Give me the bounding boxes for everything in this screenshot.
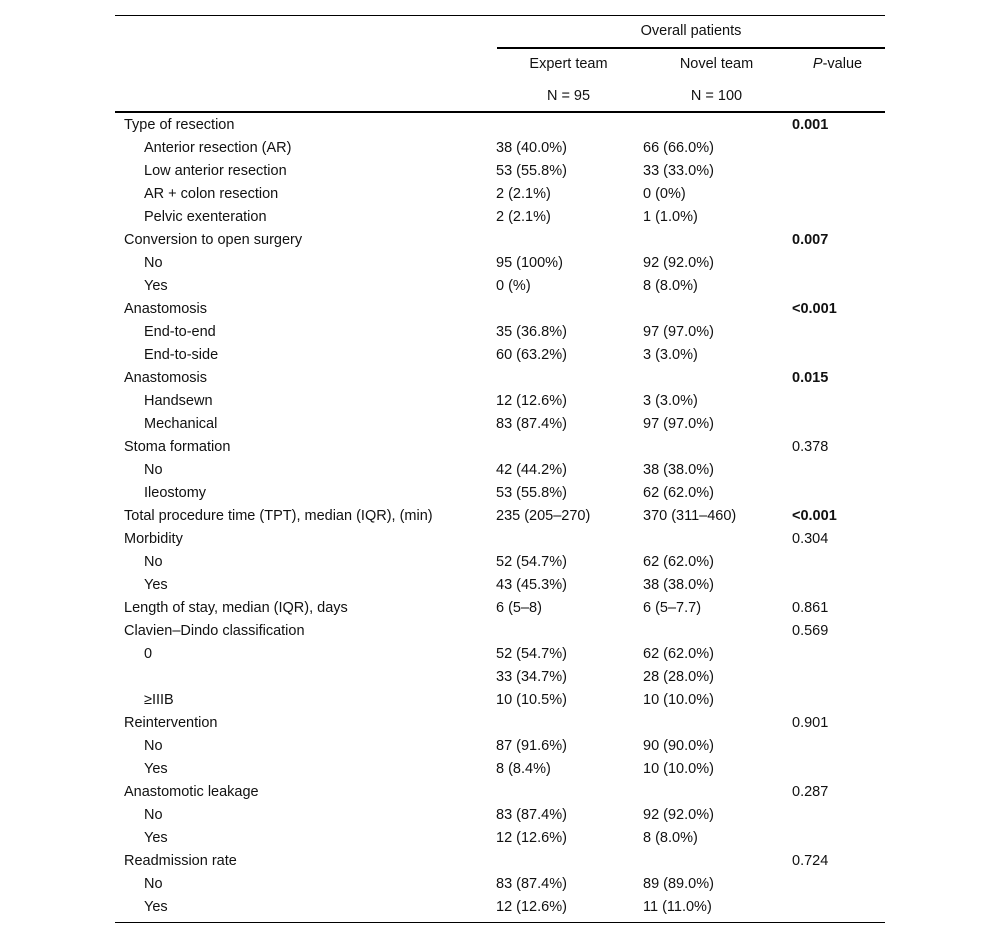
novel-value: 11 (11.0%) xyxy=(643,898,712,915)
table-row xyxy=(115,596,885,619)
expert-value: 83 (87.4%) xyxy=(496,806,567,823)
p-value xyxy=(792,274,885,297)
row-label: No xyxy=(144,875,163,892)
expert-value: 83 (87.4%) xyxy=(496,415,567,432)
table-row xyxy=(115,320,885,343)
expert-value: 2 (2.1%) xyxy=(496,185,551,202)
expert-value: 53 (55.8%) xyxy=(496,162,567,179)
expert-value: 52 (54.7%) xyxy=(496,553,567,570)
p-value xyxy=(792,458,885,481)
novel-value: 38 (38.0%) xyxy=(643,576,714,593)
expert-value: 42 (44.2%) xyxy=(496,461,567,478)
row-label: Anastomotic leakage xyxy=(124,783,259,800)
row-label: Yes xyxy=(144,898,168,915)
row-label: Anastomosis xyxy=(124,300,208,317)
col-header-novel: Novel team xyxy=(679,56,754,72)
p-value xyxy=(792,895,885,918)
p-value: 0.901 xyxy=(792,714,829,731)
p-value xyxy=(792,320,885,343)
expert-value: 6 (5–8) xyxy=(496,599,542,616)
expert-value: 95 (100%) xyxy=(496,254,563,271)
bottom-rule xyxy=(115,922,885,923)
novel-value: 10 (10.0%) xyxy=(643,691,714,708)
novel-value: 3 (3.0%) xyxy=(643,346,698,363)
novel-value: 0 (0%) xyxy=(643,185,686,202)
col-header-expert: Expert team xyxy=(529,56,608,72)
table-row xyxy=(115,504,885,527)
row-label: Anastomosis xyxy=(124,369,208,386)
row-label: Pelvic exenteration xyxy=(144,208,267,225)
expert-value: 12 (12.6%) xyxy=(496,829,567,846)
p-value: <0.001 xyxy=(792,507,837,524)
table-row xyxy=(115,412,885,435)
row-label: Yes xyxy=(144,829,168,846)
novel-value: 66 (66.0%) xyxy=(643,139,714,156)
novel-value xyxy=(643,366,792,389)
row-label: Morbidity xyxy=(124,530,183,547)
group-rule xyxy=(497,47,885,49)
n-expert: N = 95 xyxy=(546,88,591,104)
novel-value xyxy=(643,711,792,734)
row-label: Yes xyxy=(144,576,168,593)
novel-value: 28 (28.0%) xyxy=(643,668,714,685)
novel-value: 3 (3.0%) xyxy=(643,392,698,409)
table-row xyxy=(115,665,885,688)
p-value: 0.287 xyxy=(792,783,829,800)
row-label: Length of stay, median (IQR), days xyxy=(124,599,348,616)
p-value xyxy=(792,665,885,688)
table-row xyxy=(115,458,885,481)
expert-value xyxy=(496,780,643,803)
table-row xyxy=(115,872,885,895)
p-value xyxy=(792,159,885,182)
novel-value: 62 (62.0%) xyxy=(643,553,714,570)
novel-value xyxy=(643,113,792,136)
p-value: 0.001 xyxy=(792,116,829,133)
table-row xyxy=(115,757,885,780)
table-row xyxy=(115,780,885,803)
p-value xyxy=(792,757,885,780)
expert-value xyxy=(496,527,643,550)
expert-value xyxy=(496,435,643,458)
expert-value: 87 (91.6%) xyxy=(496,737,567,754)
expert-value xyxy=(496,366,643,389)
row-label: Handsewn xyxy=(144,392,213,409)
table-row xyxy=(115,849,885,872)
table-row xyxy=(115,228,885,251)
table-row xyxy=(115,274,885,297)
p-value xyxy=(792,389,885,412)
table-row xyxy=(115,711,885,734)
table-row xyxy=(115,642,885,665)
expert-value xyxy=(496,849,643,872)
expert-value: 33 (34.7%) xyxy=(496,668,567,685)
novel-value xyxy=(643,297,792,320)
p-rest: -value xyxy=(822,56,863,72)
p-value xyxy=(792,688,885,711)
row-label: AR + colon resection xyxy=(144,185,279,202)
expert-value: 8 (8.4%) xyxy=(496,760,551,777)
p-italic: P xyxy=(812,56,823,72)
table-row xyxy=(115,113,885,136)
row-label: End-to-side xyxy=(144,346,219,363)
row-label: Readmission rate xyxy=(124,852,237,869)
p-value: 0.304 xyxy=(792,530,829,547)
table-row xyxy=(115,527,885,550)
table-row xyxy=(115,182,885,205)
novel-value: 90 (90.0%) xyxy=(643,737,714,754)
expert-value: 52 (54.7%) xyxy=(496,645,567,662)
novel-value: 92 (92.0%) xyxy=(643,254,714,271)
novel-value: 33 (33.0%) xyxy=(643,162,714,179)
novel-value xyxy=(643,527,792,550)
novel-value: 62 (62.0%) xyxy=(643,484,714,501)
novel-value: 62 (62.0%) xyxy=(643,645,714,662)
row-label: No xyxy=(144,737,163,754)
p-value xyxy=(792,136,885,159)
row-label: Mechanical xyxy=(144,415,218,432)
table-row xyxy=(115,297,885,320)
row-label: Yes xyxy=(144,760,168,777)
table-row xyxy=(115,826,885,849)
row-label: No xyxy=(144,553,163,570)
expert-value xyxy=(496,711,643,734)
p-value xyxy=(792,872,885,895)
row-label: Anterior resection (AR) xyxy=(144,139,292,156)
expert-value: 35 (36.8%) xyxy=(496,323,567,340)
table-row xyxy=(115,136,885,159)
row-label: Conversion to open surgery xyxy=(124,231,303,248)
p-value: <0.001 xyxy=(792,300,837,317)
top-rule xyxy=(115,15,885,16)
table-row xyxy=(115,251,885,274)
row-label: No xyxy=(144,806,163,823)
table-row xyxy=(115,688,885,711)
novel-value: 8 (8.0%) xyxy=(643,829,698,846)
novel-value: 92 (92.0%) xyxy=(643,806,714,823)
results-table xyxy=(115,113,885,918)
row-label: ≥IIIB xyxy=(144,691,174,708)
table-row xyxy=(115,205,885,228)
p-value xyxy=(792,412,885,435)
p-value: 0.724 xyxy=(792,852,829,869)
table-row xyxy=(115,435,885,458)
row-label: End-to-end xyxy=(144,323,216,340)
p-value xyxy=(792,205,885,228)
table-row xyxy=(115,481,885,504)
col-header-pvalue xyxy=(790,56,885,72)
p-value xyxy=(792,803,885,826)
p-value xyxy=(792,826,885,849)
expert-value xyxy=(496,297,643,320)
novel-value: 10 (10.0%) xyxy=(643,760,714,777)
table-row xyxy=(115,895,885,918)
row-label: Type of resection xyxy=(124,116,235,133)
row-label: Low anterior resection xyxy=(144,162,287,179)
p-value xyxy=(792,343,885,366)
novel-value xyxy=(643,780,792,803)
group-header: Overall patients xyxy=(640,23,742,39)
row-label xyxy=(115,665,496,688)
n-novel: N = 100 xyxy=(690,88,743,104)
expert-value xyxy=(496,619,643,642)
p-value: 0.007 xyxy=(792,231,829,248)
p-value: 0.861 xyxy=(792,599,829,616)
p-value xyxy=(792,251,885,274)
expert-value xyxy=(496,228,643,251)
novel-value: 97 (97.0%) xyxy=(643,415,714,432)
novel-value xyxy=(643,435,792,458)
p-value xyxy=(792,642,885,665)
expert-value: 10 (10.5%) xyxy=(496,691,567,708)
novel-value: 370 (311–460) xyxy=(643,507,737,524)
p-value xyxy=(792,734,885,757)
table-row xyxy=(115,366,885,389)
p-value xyxy=(792,550,885,573)
p-value: 0.569 xyxy=(792,622,829,639)
row-label: Stoma formation xyxy=(124,438,231,455)
expert-value xyxy=(496,113,643,136)
table-row xyxy=(115,619,885,642)
p-value xyxy=(792,573,885,596)
expert-value: 53 (55.8%) xyxy=(496,484,567,501)
novel-value xyxy=(643,228,792,251)
table-row xyxy=(115,343,885,366)
row-label: Reintervention xyxy=(124,714,218,731)
expert-value: 83 (87.4%) xyxy=(496,875,567,892)
novel-value: 89 (89.0%) xyxy=(643,875,714,892)
expert-value: 38 (40.0%) xyxy=(496,139,567,156)
p-value xyxy=(792,481,885,504)
expert-value: 0 (%) xyxy=(496,277,531,294)
p-value: 0.015 xyxy=(792,369,829,386)
novel-value: 97 (97.0%) xyxy=(643,323,714,340)
table-row xyxy=(115,389,885,412)
row-label: Clavien–Dindo classification xyxy=(124,622,305,639)
novel-value xyxy=(643,619,792,642)
table-row xyxy=(115,550,885,573)
row-label: 0 xyxy=(144,645,153,662)
expert-value: 43 (45.3%) xyxy=(496,576,567,593)
row-label: Ileostomy xyxy=(144,484,207,501)
expert-value: 12 (12.6%) xyxy=(496,898,567,915)
table-row xyxy=(115,159,885,182)
expert-value: 60 (63.2%) xyxy=(496,346,567,363)
expert-value: 235 (205–270) xyxy=(496,507,591,524)
table-row xyxy=(115,573,885,596)
novel-value xyxy=(643,849,792,872)
novel-value: 1 (1.0%) xyxy=(643,208,698,225)
row-label: No xyxy=(144,254,163,271)
novel-value: 38 (38.0%) xyxy=(643,461,714,478)
row-label: Yes xyxy=(144,277,168,294)
p-value xyxy=(792,182,885,205)
novel-value: 6 (5–7.7) xyxy=(643,599,702,616)
p-value: 0.378 xyxy=(792,438,829,455)
expert-value: 12 (12.6%) xyxy=(496,392,567,409)
row-label: No xyxy=(144,461,163,478)
novel-value: 8 (8.0%) xyxy=(643,277,698,294)
table-row xyxy=(115,734,885,757)
row-label: Total procedure time (TPT), median (IQR), (min) xyxy=(124,507,433,524)
expert-value: 2 (2.1%) xyxy=(496,208,551,225)
table-row xyxy=(115,803,885,826)
